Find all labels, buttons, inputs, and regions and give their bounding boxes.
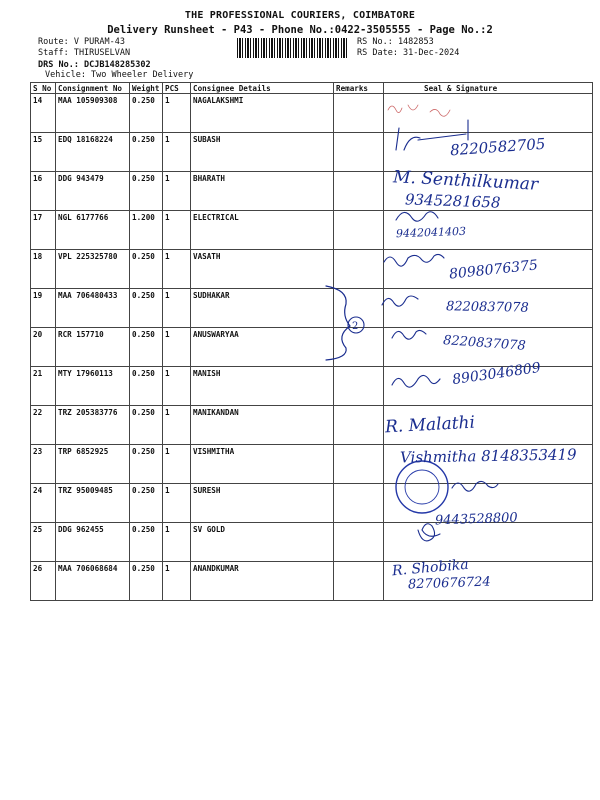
sno-cell: 25: [31, 523, 56, 562]
consignee-cell: SUDHAKAR: [191, 289, 334, 328]
handwritten-phone: 9443528800: [434, 510, 518, 529]
consignee-cell: ANUSWARYAA: [191, 328, 334, 367]
weight-cell: 0.250: [130, 250, 163, 289]
seal-stamp-inner: [405, 470, 439, 504]
consignment-cell: EDQ 18168224: [56, 133, 130, 172]
route-label: Route: V PURAM-43: [38, 37, 125, 47]
weight-cell: 0.250: [130, 94, 163, 133]
weight-cell: 0.250: [130, 367, 163, 406]
sno-cell: 20: [31, 328, 56, 367]
signature-scribble: [382, 296, 418, 306]
handwritten-phone: 9442041403: [395, 224, 467, 241]
pcs-cell: 1: [163, 406, 191, 445]
weight-cell: 0.250: [130, 289, 163, 328]
consignee-cell: BHARATH: [191, 172, 334, 211]
pcs-cell: 1: [163, 250, 191, 289]
sno-cell: 15: [31, 133, 56, 172]
sno-cell: 19: [31, 289, 56, 328]
weight-cell: 0.250: [130, 406, 163, 445]
consignment-cell: MAA 706068684: [56, 562, 130, 601]
pcs-cell: 1: [163, 289, 191, 328]
pcs-cell: 1: [163, 172, 191, 211]
signature-scribble: [388, 105, 450, 116]
handwritten-name: R. Shobika: [391, 556, 470, 580]
runsheet-title: Delivery Runsheet - P43 - Phone No.:0422-3505555 - Page No.:2: [107, 24, 493, 36]
handwritten-phone: 8903046809: [451, 359, 542, 389]
consignment-cell: RCR 157710: [56, 328, 130, 367]
sno-cell: 26: [31, 562, 56, 601]
col-consignment: Consignment No: [56, 83, 130, 94]
handwritten-name: Vishmitha 8148353419: [399, 445, 577, 467]
consignee-cell: VISHMITHA: [191, 445, 334, 484]
col-remarks: Remarks: [334, 83, 384, 94]
consignee-cell: NAGALAKSHMI: [191, 94, 334, 133]
signature-scribble: [392, 330, 426, 339]
weight-cell: 0.250: [130, 328, 163, 367]
handwritten-phone: 8220582705: [449, 134, 546, 160]
pcs-cell: 1: [163, 211, 191, 250]
consignee-cell: SURESH: [191, 484, 334, 523]
signature-scribble: [384, 254, 444, 266]
handwritten-phone: 8220837078: [442, 333, 527, 354]
bracket-mark: [326, 286, 350, 360]
consignee-cell: MANIKANDAN: [191, 406, 334, 445]
consignment-cell: VPL 225325780: [56, 250, 130, 289]
consignee-cell: SV GOLD: [191, 523, 334, 562]
consignment-cell: DDG 943479: [56, 172, 130, 211]
signature-scribble: [392, 375, 440, 387]
consignee-cell: ELECTRICAL: [191, 211, 334, 250]
weight-cell: 0.250: [130, 445, 163, 484]
weight-cell: 0.250: [130, 523, 163, 562]
consignee-cell: VASATH: [191, 250, 334, 289]
col-sno: S No: [31, 83, 56, 94]
vehicle-label: Vehicle: Two Wheeler Delivery: [45, 70, 194, 80]
handwritten-phone: 8220837078: [445, 299, 529, 316]
sno-cell: 17: [31, 211, 56, 250]
consignee-cell: ANANDKUMAR: [191, 562, 334, 601]
seal-stamp: [396, 461, 448, 513]
handwritten-phone: 9345281658: [404, 190, 501, 212]
col-pcs: PCS: [163, 83, 191, 94]
handwritten-phone: 8098076375: [448, 257, 539, 283]
pcs-cell: 1: [163, 328, 191, 367]
signature-scribble: [452, 481, 498, 491]
weight-cell: 0.250: [130, 484, 163, 523]
pcs-cell: 1: [163, 445, 191, 484]
sno-cell: 24: [31, 484, 56, 523]
pcs-cell: 1: [163, 133, 191, 172]
pcs-cell: 1: [163, 94, 191, 133]
staff-label: Staff: THIRUSELVAN: [38, 48, 131, 58]
weight-cell: 0.250: [130, 133, 163, 172]
pcs-cell: 1: [163, 523, 191, 562]
rs-date: RS Date: 31-Dec-2024: [357, 48, 460, 58]
col-consignee: Consignee Details: [191, 83, 334, 94]
pcs-cell: 1: [163, 484, 191, 523]
col-weight: Weight: [130, 83, 163, 94]
sno-cell: 21: [31, 367, 56, 406]
pcs-cell: 1: [163, 562, 191, 601]
sno-cell: 14: [31, 94, 56, 133]
consignment-cell: MTY 17960113: [56, 367, 130, 406]
rs-number: RS No.: 1482853: [357, 37, 434, 47]
weight-cell: 1.200: [130, 211, 163, 250]
sno-cell: 18: [31, 250, 56, 289]
consignment-cell: MAA 706480433: [56, 289, 130, 328]
pcs-cell: 1: [163, 367, 191, 406]
consignment-cell: TRZ 205383776: [56, 406, 130, 445]
consignee-cell: MANISH: [191, 367, 334, 406]
count-mark: 2: [352, 321, 359, 332]
handwritten-name: M. Senthilkumar: [392, 167, 539, 195]
weight-cell: 0.250: [130, 172, 163, 211]
consignment-cell: TRZ 95009485: [56, 484, 130, 523]
sno-cell: 16: [31, 172, 56, 211]
sno-cell: 23: [31, 445, 56, 484]
consignee-cell: SUBASH: [191, 133, 334, 172]
consignment-cell: TRP 6852925: [56, 445, 130, 484]
signature-scribble: [396, 212, 438, 221]
weight-cell: 0.250: [130, 562, 163, 601]
handwritten-phone: 8270676724: [407, 574, 491, 593]
consignment-cell: NGL 6177766: [56, 211, 130, 250]
consignment-cell: DDG 962455: [56, 523, 130, 562]
handwritten-name: R. Malathi: [384, 412, 476, 438]
consignment-cell: MAA 105909308: [56, 94, 130, 133]
company-name: THE PROFESSIONAL COURIERS, COIMBATORE: [184, 10, 416, 21]
sno-cell: 22: [31, 406, 56, 445]
drs-number: DRS No.: DCJB148285302: [38, 60, 151, 70]
col-signature: Seal & Signature: [384, 83, 593, 94]
